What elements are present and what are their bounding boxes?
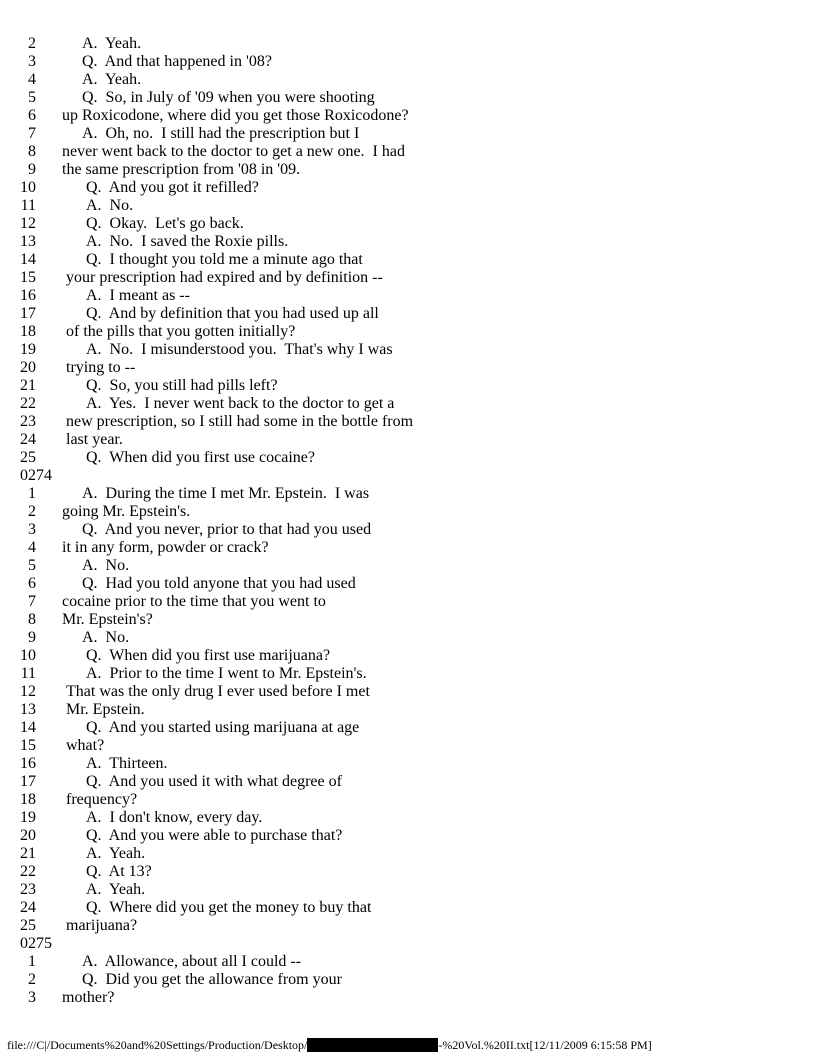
continuation-text: never went back to the doctor to get a new one. I had	[62, 143, 405, 160]
question-text: Q. And you were able to purchase that?	[86, 827, 343, 844]
line-number: 5	[28, 89, 36, 106]
line-number: 3	[28, 989, 36, 1006]
answer-text: A. Yes. I never went back to the doctor to get a	[86, 395, 395, 412]
continuation-text: the same prescription from '08 in '09.	[62, 161, 301, 178]
continuation-text: mother?	[62, 989, 115, 1006]
transcript-line	[0, 395, 816, 413]
transcript-line	[0, 485, 816, 503]
answer-text: A. Yeah.	[86, 845, 146, 862]
transcript-line	[0, 215, 816, 233]
line-number: 25	[20, 449, 36, 466]
transcript-line	[0, 53, 816, 71]
transcript-line	[0, 431, 816, 449]
line-number: 14	[20, 251, 36, 268]
answer-text: A. No. I misunderstood you. That's why I was	[86, 341, 393, 358]
transcript-line	[0, 269, 816, 287]
continuation-text: it in any form, powder or crack?	[62, 539, 269, 556]
line-number: 8	[28, 143, 36, 160]
transcript-line	[0, 593, 816, 611]
transcript-line	[0, 71, 816, 89]
transcript-line	[0, 989, 816, 1007]
transcript-line	[0, 809, 816, 827]
print-footer	[7, 1038, 652, 1052]
question-text: Q. And you got it refilled?	[86, 179, 259, 196]
continuation-text: cocaine prior to the time that you went to	[62, 593, 326, 610]
transcript-line	[0, 125, 816, 143]
line-number: 1	[28, 485, 36, 502]
continuation-text: what?	[66, 737, 105, 754]
line-number: 3	[28, 521, 36, 538]
continuation-text: That was the only drug I ever used before I met	[66, 683, 370, 700]
line-number: 11	[20, 665, 36, 682]
line-number: 12	[20, 215, 36, 232]
line-number: 6	[28, 575, 36, 592]
line-number: 9	[28, 161, 36, 178]
answer-text: A. Yeah.	[82, 71, 142, 88]
question-text: Q. Where did you get the money to buy that	[86, 899, 372, 916]
transcript-line	[0, 665, 816, 683]
answer-text: A. Oh, no. I still had the prescription but I	[82, 125, 360, 142]
question-text: Q. At 13?	[86, 863, 152, 880]
line-number: 2	[28, 35, 36, 52]
transcript-line	[0, 791, 816, 809]
transcript-line	[0, 251, 816, 269]
transcript-line	[0, 287, 816, 305]
line-number: 25	[20, 917, 36, 934]
transcript-line	[0, 899, 816, 917]
question-text: Q. I thought you told me a minute ago that	[86, 251, 363, 268]
transcript-line	[0, 611, 816, 629]
line-number: 21	[20, 845, 36, 862]
footer-path-prefix: file:///C|/Documents%20and%20Settings/Production/Desktop/	[7, 1038, 308, 1052]
transcript-line	[0, 701, 816, 719]
line-number: 7	[28, 125, 36, 142]
line-number: 16	[20, 287, 36, 304]
line-number: 2	[28, 503, 36, 520]
transcript-line	[0, 917, 816, 935]
page-number: 0275	[20, 935, 52, 952]
transcript-line	[0, 827, 816, 845]
transcript-line	[0, 143, 816, 161]
line-number: 15	[20, 737, 36, 754]
line-number: 8	[28, 611, 36, 628]
page-number-line	[0, 467, 816, 485]
question-text: Q. So, you still had pills left?	[86, 377, 278, 394]
transcript-line	[0, 341, 816, 359]
line-number: 18	[20, 323, 36, 340]
question-text: Q. And by definition that you had used up all	[86, 305, 379, 322]
line-number: 15	[20, 269, 36, 286]
transcript-line	[0, 89, 816, 107]
footer-path-suffix: -%20Vol.%20II.txt[12/11/2009 6:15:58 PM]	[438, 1038, 652, 1052]
line-number: 4	[28, 539, 36, 556]
continuation-text: up Roxicodone, where did you get those Roxicodone?	[62, 107, 409, 124]
transcript-line	[0, 647, 816, 665]
transcript-line	[0, 359, 816, 377]
continuation-text: last year.	[66, 431, 123, 448]
answer-text: A. No.	[86, 197, 134, 214]
line-number: 6	[28, 107, 36, 124]
continuation-text: frequency?	[66, 791, 138, 808]
transcript-line	[0, 755, 816, 773]
question-text: Q. And you started using marijuana at age	[86, 719, 360, 736]
transcript-line	[0, 539, 816, 557]
question-text: Q. And you never, prior to that had you used	[82, 521, 372, 538]
transcript-line	[0, 521, 816, 539]
transcript-line	[0, 179, 816, 197]
line-number: 22	[20, 863, 36, 880]
question-text: Q. And you used it with what degree of	[86, 773, 342, 790]
line-number: 13	[20, 233, 36, 250]
transcript-line	[0, 557, 816, 575]
transcript-line	[0, 323, 816, 341]
transcript-line	[0, 35, 816, 53]
continuation-text: of the pills that you gotten initially?	[66, 323, 296, 340]
line-number: 12	[20, 683, 36, 700]
line-number: 19	[20, 809, 36, 826]
continuation-text: marijuana?	[66, 917, 138, 934]
answer-text: A. Yeah.	[86, 881, 146, 898]
line-number: 16	[20, 755, 36, 772]
answer-text: A. Yeah.	[82, 35, 142, 52]
line-number: 11	[20, 197, 36, 214]
answer-text: A. No.	[82, 629, 130, 646]
transcript-line	[0, 233, 816, 251]
transcript-line	[0, 305, 816, 323]
transcript-line	[0, 881, 816, 899]
line-number: 9	[28, 629, 36, 646]
transcript-line	[0, 971, 816, 989]
line-number: 1	[28, 953, 36, 970]
line-number: 3	[28, 53, 36, 70]
transcript-body	[0, 35, 816, 1007]
line-number: 2	[28, 971, 36, 988]
line-number: 13	[20, 701, 36, 718]
line-number: 22	[20, 395, 36, 412]
transcript-line	[0, 845, 816, 863]
answer-text: A. No. I saved the Roxie pills.	[86, 233, 289, 250]
line-number: 4	[28, 71, 36, 88]
transcript-line	[0, 629, 816, 647]
continuation-text: new prescription, so I still had some in the bottle from	[66, 413, 414, 430]
page-number-line	[0, 935, 816, 953]
question-text: Q. Had you told anyone that you had used	[82, 575, 356, 592]
continuation-text: Mr. Epstein's?	[62, 611, 153, 628]
answer-text: A. I meant as --	[86, 287, 190, 304]
transcript-line	[0, 449, 816, 467]
answer-text: A. During the time I met Mr. Epstein. I was	[82, 485, 370, 502]
line-number: 10	[20, 179, 36, 196]
question-text: Q. When did you first use cocaine?	[86, 449, 315, 466]
transcript-line	[0, 737, 816, 755]
line-number: 20	[20, 827, 36, 844]
page-number: 0274	[20, 467, 52, 484]
transcript-line	[0, 773, 816, 791]
answer-text: A. Prior to the time I went to Mr. Epstein's.	[86, 665, 367, 682]
transcript-line	[0, 683, 816, 701]
question-text: Q. So, in July of '09 when you were shooting	[82, 89, 375, 106]
transcript-line	[0, 719, 816, 737]
transcript-line	[0, 503, 816, 521]
question-text: Q. And that happened in '08?	[82, 53, 272, 70]
transcript-line	[0, 575, 816, 593]
transcript-line	[0, 953, 816, 971]
continuation-text: your prescription had expired and by definition --	[66, 269, 383, 286]
line-number: 14	[20, 719, 36, 736]
question-text: Q. Did you get the allowance from your	[82, 971, 342, 988]
answer-text: A. Allowance, about all I could --	[82, 953, 302, 970]
line-number: 20	[20, 359, 36, 376]
line-number: 24	[20, 899, 36, 916]
question-text: Q. Okay. Let's go back.	[86, 215, 244, 232]
transcript-line	[0, 161, 816, 179]
answer-text: A. I don't know, every day.	[86, 809, 263, 826]
continuation-text: going Mr. Epstein's.	[62, 503, 191, 520]
redaction-box	[307, 1038, 438, 1052]
line-number: 17	[20, 773, 36, 790]
transcript-line	[0, 197, 816, 215]
continuation-text: trying to --	[66, 359, 136, 376]
question-text: Q. When did you first use marijuana?	[86, 647, 331, 664]
line-number: 10	[20, 647, 36, 664]
line-number: 5	[28, 557, 36, 574]
continuation-text: Mr. Epstein.	[66, 701, 145, 718]
line-number: 21	[20, 377, 36, 394]
transcript-line	[0, 377, 816, 395]
line-number: 17	[20, 305, 36, 322]
transcript-line	[0, 107, 816, 125]
line-number: 7	[28, 593, 36, 610]
line-number: 23	[20, 881, 36, 898]
line-number: 19	[20, 341, 36, 358]
answer-text: A. No.	[82, 557, 130, 574]
line-number: 18	[20, 791, 36, 808]
answer-text: A. Thirteen.	[86, 755, 168, 772]
transcript-line	[0, 863, 816, 881]
line-number: 24	[20, 431, 36, 448]
transcript-line	[0, 413, 816, 431]
line-number: 23	[20, 413, 36, 430]
